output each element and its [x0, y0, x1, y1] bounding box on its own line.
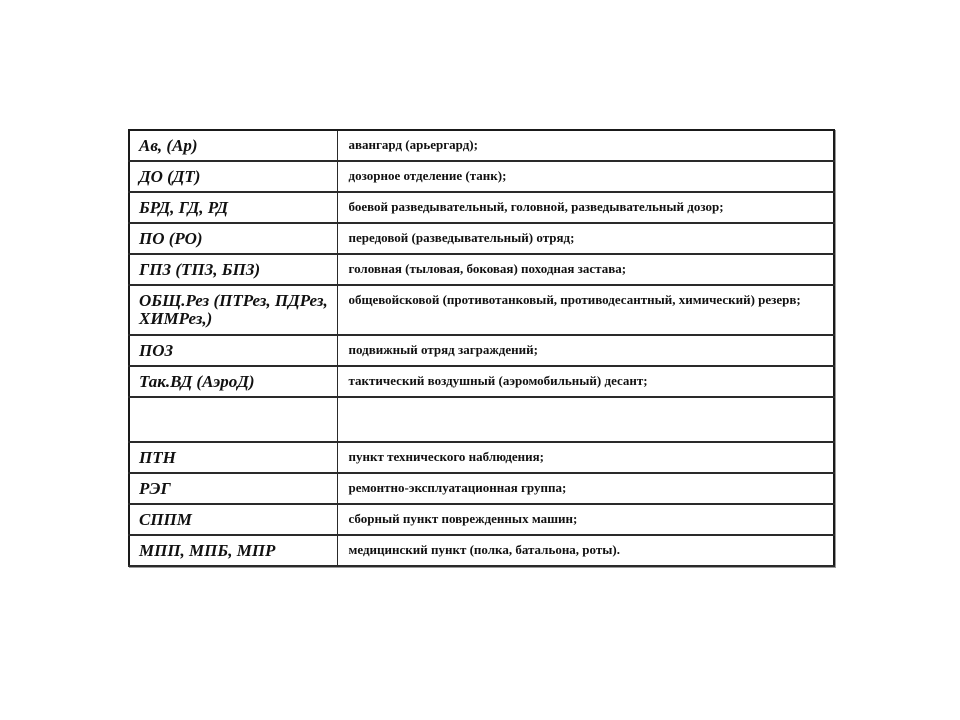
- table-row: [129, 535, 834, 566]
- abbreviation-cell: Так.ВД (АэроД): [129, 366, 337, 397]
- table-row: [129, 335, 834, 366]
- description-cell: общевойсковой (противотанковый, противодесантный, химический) резерв;: [337, 285, 834, 335]
- abbreviation-cell: ПО (РО): [129, 223, 337, 254]
- table-row: [129, 366, 834, 397]
- description-cell: дозорное отделение (танк);: [337, 161, 834, 192]
- description-cell: [337, 397, 834, 442]
- abbreviation-cell: Ав, (Ар): [129, 130, 337, 161]
- abbreviation-cell: ПТН: [129, 442, 337, 473]
- table-row-empty: [129, 397, 834, 442]
- table-row: [129, 223, 834, 254]
- table-row: [129, 285, 834, 335]
- description-cell: медицинский пункт (полка, батальона, роты).: [337, 535, 834, 566]
- description-cell: авангард (арьергард);: [337, 130, 834, 161]
- abbreviation-cell: БРД, ГД, РД: [129, 192, 337, 223]
- abbreviation-cell: ПОЗ: [129, 335, 337, 366]
- description-cell: передовой (разведывательный) отряд;: [337, 223, 834, 254]
- description-cell: пункт технического наблюдения;: [337, 442, 834, 473]
- abbreviation-cell: ОБЩ.Рез (ПТРез, ПДРез, ХИМРез,): [129, 285, 337, 335]
- description-cell: головная (тыловая, боковая) походная застава;: [337, 254, 834, 285]
- description-cell: сборный пункт поврежденных машин;: [337, 504, 834, 535]
- abbreviation-cell: МПП, МПБ, МПР: [129, 535, 337, 566]
- description-cell: боевой разведывательный, головной, разведывательный дозор;: [337, 192, 834, 223]
- abbreviation-cell: СППМ: [129, 504, 337, 535]
- table-row: [129, 504, 834, 535]
- table-row: [129, 130, 834, 161]
- table-row: [129, 473, 834, 504]
- table-row: [129, 161, 834, 192]
- table-row: [129, 254, 834, 285]
- description-cell: тактический воздушный (аэромобильный) десант;: [337, 366, 834, 397]
- abbreviations-table: [128, 129, 835, 567]
- abbreviation-cell: РЭГ: [129, 473, 337, 504]
- abbreviation-cell: ГПЗ (ТПЗ, БПЗ): [129, 254, 337, 285]
- description-cell: подвижный отряд заграждений;: [337, 335, 834, 366]
- abbreviation-cell: ДО (ДТ): [129, 161, 337, 192]
- table-row: [129, 442, 834, 473]
- abbreviation-cell: [129, 397, 337, 442]
- table-row: [129, 192, 834, 223]
- description-cell: ремонтно-эксплуатационная группа;: [337, 473, 834, 504]
